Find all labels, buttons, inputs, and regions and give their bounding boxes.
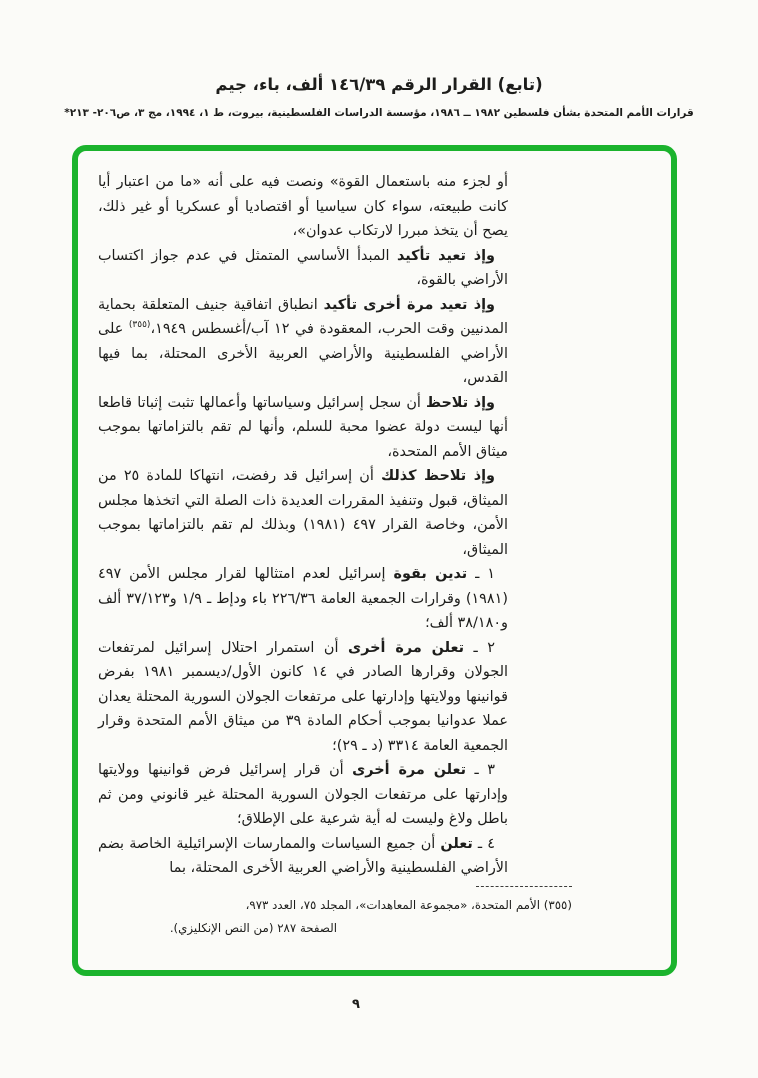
footnote-line: الصفحة ٢٨٧ (من النص الإنكليزي). <box>169 921 337 935</box>
paragraph-text: إسرائيل لعدم امتثالها لقرار مجلس الأمن ٤٩٧ (١٩٨١) وقرارات الجمعية العامة ٢٢٦/٣٦ باء ودإط ـ ١/٩ و٣٧/١٢٣ ألف و٣٨/١٨٠ ألف؛ <box>98 566 508 631</box>
item-number: ٢ ـ <box>464 639 495 656</box>
footnote-line: (٣٥٥) الأمم المتحدة، «مجموعة المعاهدات»، المجلد ٧٥، العدد ٩٧٣، <box>245 898 572 912</box>
paragraph-text: انطباق اتفاقية جنيف المتعلقة بحماية المدنيين وقت الحرب، المعقودة في ١٢ آب/أغسطس ١٩٤٩، <box>98 296 508 337</box>
paragraph-preambular-3 <box>98 391 508 465</box>
paragraph-preambular-1 <box>98 244 508 293</box>
paragraph-text: المبدأ الأساسي المتمثل في عدم جواز اكتساب الأراضي بالقوة، <box>98 247 508 288</box>
paragraph-lead: تعلن مرة أخرى <box>352 762 467 778</box>
paragraph-lead: وإذ تعيد تأكيد <box>396 247 496 264</box>
paragraph-operative-1 <box>98 562 508 636</box>
paragraph-text: أن إسرائيل قد رفضت، انتهاكا للمادة ٢٥ من الميثاق، قبول وتنفيذ المقررات العديدة ذات الصلة التي اتخذها مجلس الأمن، وخاصة القرار ٤٩٧ (١٩٨١) وبذلك لم تقم بالتزاماتها بموجب الميثاق، <box>98 468 508 558</box>
footnote-block <box>158 886 572 940</box>
paragraph-lead: تدين بقوة <box>393 566 468 582</box>
paragraph-operative-3 <box>98 758 508 832</box>
paragraph-operative-4 <box>98 832 508 881</box>
page-number: ٩ <box>352 997 360 1012</box>
paragraph-text: أن استمرار احتلال إسرائيل لمرتفعات الجولان وقرارها الصادر في ١٤ كانون الأول/ديسمبر ١٩٨١ بفرض قوانينها وولايتها وإدارتها على مرتفعات الجولان السورية المحتلة يعدان عملا عدوانيا بموجب أحكام المادة ٣٩ من ميثاق الأمم المتحدة وقرار الجمعية العامة ٣٣١٤ (د ـ ٢٩)؛ <box>98 639 508 754</box>
paragraph-text: أن جميع السياسات والممارسات الإسرائيلية الخاصة بضم الأراضي الفلسطينية والأراضي العربية الأخرى المحتلة، بما <box>98 835 508 876</box>
paragraph-lead: تعلن <box>440 835 473 852</box>
paragraph-text: أو لجزء منه باستعمال القوة» ونصت فيه على أنه «ما من اعتبار أيا كانت طبيعته، سواء كان سياسيا أو اقتصاديا أو عسكريا أو غير ذلك، يصح أن يتخذ مبررا لارتكاب عدوان»، <box>98 174 508 239</box>
paragraph-text: أن سجل إسرائيل وسياساتها وأعمالها تثبت إثباتا قاطعا أنها ليست دولة عضوا محبة للسلم، وأنها لم تقم بالتزاماتها بموجب ميثاق الأمم المتحدة، <box>98 394 508 460</box>
source-citation: قرارات الأمم المتحدة بشأن فلسطين ١٩٨٢ ــ ١٩٨٦، مؤسسة الدراسات الفلسطينية، بيروت، ط ١، ١٩٩٤، مج ٣، ص٢٠٦- ٢١٣* <box>64 107 694 119</box>
item-number: ٤ ـ <box>472 835 495 852</box>
resolution-text <box>98 170 508 881</box>
paragraph-continuation <box>98 170 508 244</box>
paragraph-lead: وإذ تلاحظ <box>426 394 495 411</box>
paragraph-lead: وإذ تعيد مرة أخرى تأكيد <box>323 296 496 313</box>
paragraph-lead: تعلن مرة أخرى <box>348 639 465 656</box>
page-title: (تابع) القرار الرقم ١٤٦/٣٩ ألف، باء، جيم <box>215 75 543 94</box>
paragraph-preambular-4 <box>98 464 508 562</box>
item-number: ٣ ـ <box>466 762 495 778</box>
paragraph-text: على الأراضي الفلسطينية والأراضي العربية الأخرى المحتلة، بما فيها القدس، <box>98 321 508 386</box>
footnote-marker: (٣٥٥) <box>128 320 151 331</box>
paragraph-preambular-2 <box>98 293 508 391</box>
item-number: ١ ـ <box>467 566 495 582</box>
footnote-divider <box>476 886 572 887</box>
paragraph-lead: وإذ تلاحظ كذلك <box>380 468 495 484</box>
paragraph-operative-2 <box>98 636 508 759</box>
paragraph-text: أن قرار إسرائيل فرض قوانينها وولايتها وإدارتها على مرتفعات الجولان السورية المحتلة غير قانوني ومن ثم باطل ولاغ وليست له أية شرعية على الإطلاق؛ <box>98 762 508 827</box>
